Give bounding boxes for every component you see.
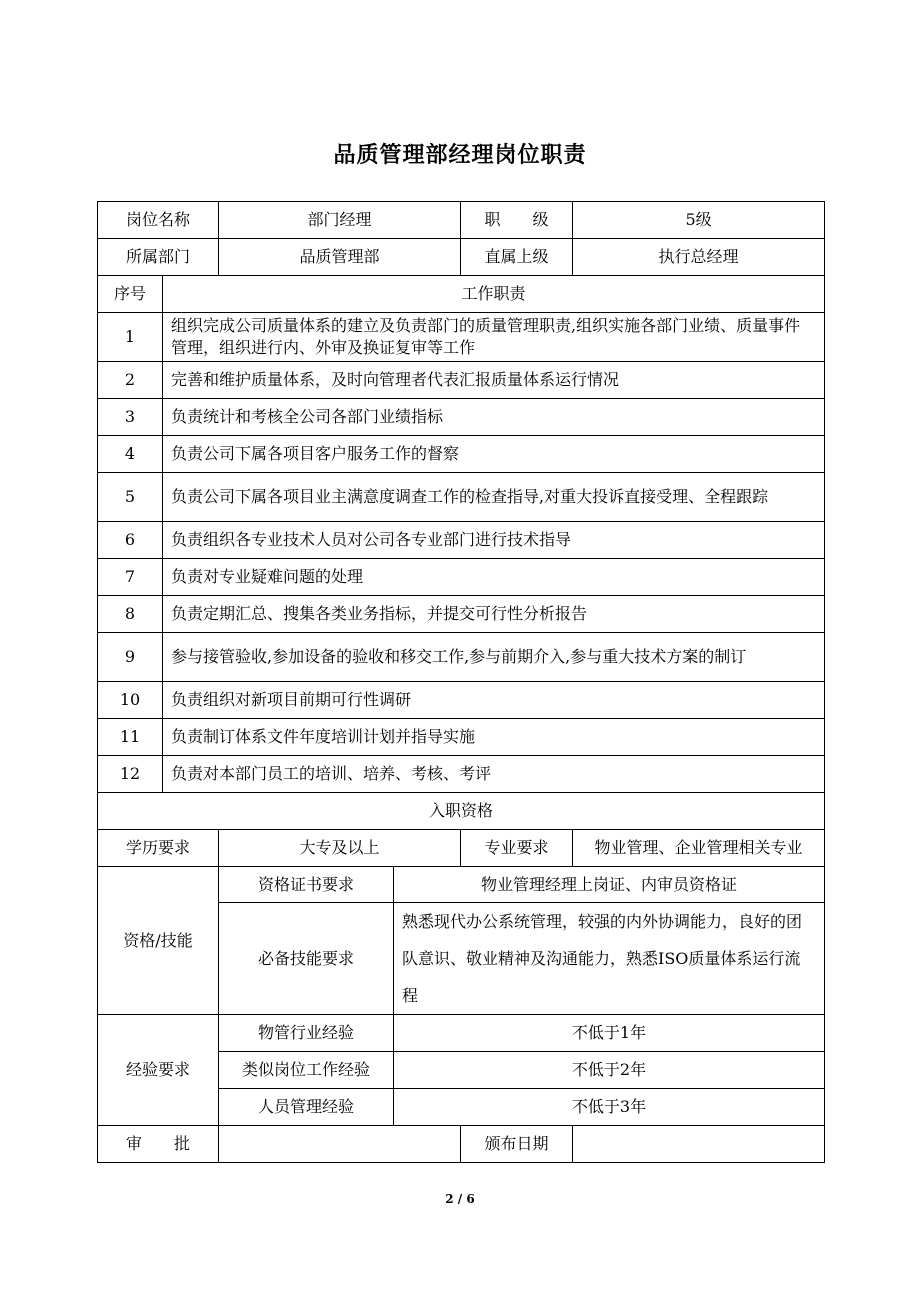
duty-text: 负责公司下属各项目业主满意度调查工作的检查指导,对重大投诉直接受理、全程跟踪 — [163, 473, 825, 522]
table-row — [98, 522, 825, 559]
duty-no: 1 — [98, 313, 163, 362]
duty-no: 7 — [98, 559, 163, 596]
experience-item-label: 人员管理经验 — [219, 1089, 394, 1126]
ability-value: 熟悉现代办公系统管理，较强的内外协调能力，良好的团队意识、敬业精神及沟通能力，熟悉ISO质量体系运行流程 — [394, 903, 825, 1015]
job-description-table — [97, 201, 825, 1163]
experience-item-value: 不低于2年 — [394, 1052, 825, 1089]
major-value: 物业管理、企业管理相关专业 — [573, 830, 825, 867]
table-row — [98, 313, 825, 362]
experience-row — [98, 1015, 825, 1052]
position-row — [98, 202, 825, 239]
duty-text-header: 工作职责 — [163, 276, 825, 313]
cert-value: 物业管理经理上岗证、内审员资格证 — [394, 867, 825, 903]
table-row — [98, 436, 825, 473]
grade-label: 职 级 — [461, 202, 573, 239]
duty-no: 5 — [98, 473, 163, 522]
table-row — [98, 399, 825, 436]
qualification-heading-row — [98, 793, 825, 830]
duty-text: 负责制订体系文件年度培训计划并指导实施 — [163, 719, 825, 756]
experience-item-label: 类似岗位工作经验 — [219, 1052, 394, 1089]
duty-text: 负责统计和考核全公司各部门业绩指标 — [163, 399, 825, 436]
dept-value: 品质管理部 — [219, 239, 461, 276]
experience-item-label: 物管行业经验 — [219, 1015, 394, 1052]
table-row — [98, 596, 825, 633]
superior-label: 直属上级 — [461, 239, 573, 276]
table-row — [98, 473, 825, 522]
major-label: 专业要求 — [461, 830, 573, 867]
department-row — [98, 239, 825, 276]
issue-date-value — [573, 1126, 825, 1163]
duty-text: 负责公司下属各项目客户服务工作的督察 — [163, 436, 825, 473]
qualification-heading: 入职资格 — [98, 793, 825, 830]
experience-item-value: 不低于3年 — [394, 1089, 825, 1126]
duty-text: 完善和维护质量体系，及时向管理者代表汇报质量体系运行情况 — [163, 362, 825, 399]
duty-text: 负责组织各专业技术人员对公司各专业部门进行技术指导 — [163, 522, 825, 559]
position-value: 部门经理 — [219, 202, 461, 239]
education-label: 学历要求 — [98, 830, 219, 867]
table-row — [98, 756, 825, 793]
duty-no: 3 — [98, 399, 163, 436]
grade-value: 5级 — [573, 202, 825, 239]
duty-no: 4 — [98, 436, 163, 473]
approve-label: 审 批 — [98, 1126, 219, 1163]
duty-no: 12 — [98, 756, 163, 793]
duty-no: 2 — [98, 362, 163, 399]
page-number: 2 / 6 — [445, 1192, 475, 1206]
duty-text: 负责定期汇总、搜集各类业务指标，并提交可行性分析报告 — [163, 596, 825, 633]
cert-label: 资格证书要求 — [219, 867, 394, 903]
duties-header-row — [98, 276, 825, 313]
duty-no-header: 序号 — [98, 276, 163, 313]
table-row — [98, 633, 825, 682]
skills-label: 资格/技能 — [98, 867, 219, 1015]
duty-text: 负责对本部门员工的培训、培养、考核、考评 — [163, 756, 825, 793]
duty-no: 11 — [98, 719, 163, 756]
table-row — [98, 719, 825, 756]
issue-date-label: 颁布日期 — [461, 1126, 573, 1163]
table-row — [98, 559, 825, 596]
duty-no: 10 — [98, 682, 163, 719]
education-row — [98, 830, 825, 867]
duty-no: 6 — [98, 522, 163, 559]
ability-label: 必备技能要求 — [219, 903, 394, 1015]
experience-item-value: 不低于1年 — [394, 1015, 825, 1052]
duty-text: 负责组织对新项目前期可行性调研 — [163, 682, 825, 719]
page-title: 品质管理部经理岗位职责 — [333, 143, 587, 168]
cert-row — [98, 867, 825, 903]
duty-text: 参与接管验收,参加设备的验收和移交工作,参与前期介入,参与重大技术方案的制订 — [163, 633, 825, 682]
position-label: 岗位名称 — [98, 202, 219, 239]
duty-text: 组织完成公司质量体系的建立及负责部门的质量管理职责,组织实施各部门业绩、质量事件管理，组织进行内、外审及换证复审等工作 — [163, 313, 825, 362]
table-row — [98, 682, 825, 719]
duty-no: 9 — [98, 633, 163, 682]
table-row — [98, 362, 825, 399]
education-value: 大专及以上 — [219, 830, 461, 867]
approval-row — [98, 1126, 825, 1163]
experience-label: 经验要求 — [98, 1015, 219, 1126]
superior-value: 执行总经理 — [573, 239, 825, 276]
duty-text: 负责对专业疑难问题的处理 — [163, 559, 825, 596]
dept-label: 所属部门 — [98, 239, 219, 276]
approve-value — [219, 1126, 461, 1163]
duty-no: 8 — [98, 596, 163, 633]
